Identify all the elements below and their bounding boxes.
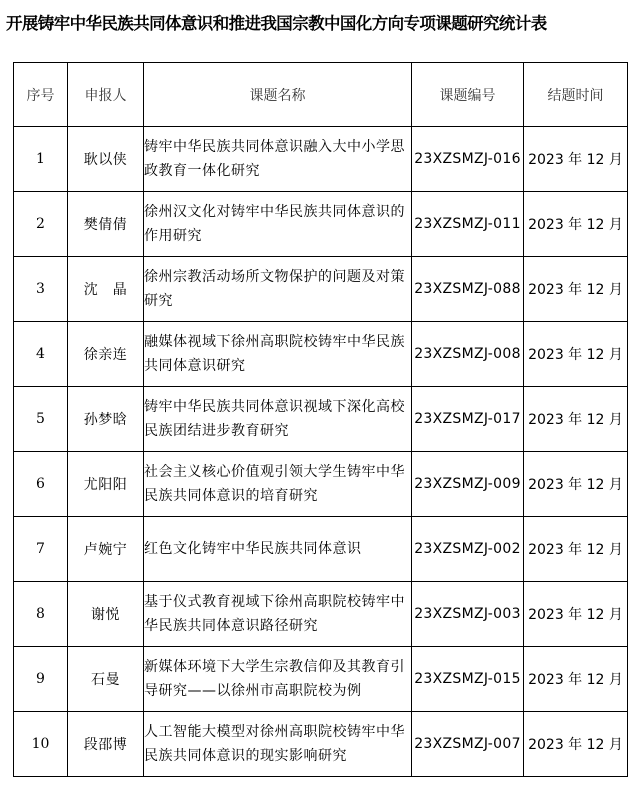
cell-end-date: 2023 年 12 月 bbox=[524, 582, 628, 647]
cell-code: 23XZSMZJ-015 bbox=[412, 647, 524, 712]
cell-end-date: 2023 年 12 月 bbox=[524, 517, 628, 582]
table-row bbox=[14, 192, 628, 257]
cell-applicant: 段邵博 bbox=[68, 712, 144, 777]
cell-topic: 人工智能大模型对徐州高职院校铸牢中华民族共同体意识的现实影响研究 bbox=[144, 712, 412, 777]
header-end-date: 结题时间 bbox=[524, 63, 628, 127]
cell-end-date: 2023 年 12 月 bbox=[524, 712, 628, 777]
table-row bbox=[14, 322, 628, 387]
cell-seq: 6 bbox=[14, 452, 68, 517]
cell-end-date: 2023 年 12 月 bbox=[524, 647, 628, 712]
cell-code: 23XZSMZJ-009 bbox=[412, 452, 524, 517]
cell-seq: 4 bbox=[14, 322, 68, 387]
cell-applicant: 樊倩倩 bbox=[68, 192, 144, 257]
table-row bbox=[14, 582, 628, 647]
cell-end-date: 2023 年 12 月 bbox=[524, 192, 628, 257]
cell-code: 23XZSMZJ-008 bbox=[412, 322, 524, 387]
cell-code: 23XZSMZJ-003 bbox=[412, 582, 524, 647]
cell-seq: 9 bbox=[14, 647, 68, 712]
cell-applicant: 卢婉宁 bbox=[68, 517, 144, 582]
cell-seq: 3 bbox=[14, 257, 68, 322]
cell-topic: 红色文化铸牢中华民族共同体意识 bbox=[144, 517, 412, 582]
table-row bbox=[14, 712, 628, 777]
cell-applicant: 尤阳阳 bbox=[68, 452, 144, 517]
cell-seq: 2 bbox=[14, 192, 68, 257]
table-header-row bbox=[14, 63, 628, 127]
cell-code: 23XZSMZJ-088 bbox=[412, 257, 524, 322]
cell-topic: 新媒体环境下大学生宗教信仰及其教育引导研究——以徐州市高职院校为例 bbox=[144, 647, 412, 712]
cell-end-date: 2023 年 12 月 bbox=[524, 322, 628, 387]
cell-seq: 5 bbox=[14, 387, 68, 452]
cell-applicant: 谢悦 bbox=[68, 582, 144, 647]
cell-applicant: 孙梦晗 bbox=[68, 387, 144, 452]
cell-end-date: 2023 年 12 月 bbox=[524, 452, 628, 517]
table-row bbox=[14, 257, 628, 322]
cell-end-date: 2023 年 12 月 bbox=[524, 387, 628, 452]
cell-applicant: 徐亲连 bbox=[68, 322, 144, 387]
cell-end-date: 2023 年 12 月 bbox=[524, 257, 628, 322]
cell-topic: 铸牢中华民族共同体意识融入大中小学思政教育一体化研究 bbox=[144, 127, 412, 192]
cell-applicant: 耿以侠 bbox=[68, 127, 144, 192]
cell-topic: 徐州宗教活动场所文物保护的问题及对策研究 bbox=[144, 257, 412, 322]
header-code: 课题编号 bbox=[412, 63, 524, 127]
table-row bbox=[14, 452, 628, 517]
cell-code: 23XZSMZJ-017 bbox=[412, 387, 524, 452]
cell-topic: 徐州汉文化对铸牢中华民族共同体意识的作用研究 bbox=[144, 192, 412, 257]
table-row bbox=[14, 387, 628, 452]
cell-seq: 8 bbox=[14, 582, 68, 647]
table-row bbox=[14, 127, 628, 192]
cell-topic: 融媒体视域下徐州高职院校铸牢中华民族共同体意识研究 bbox=[144, 322, 412, 387]
cell-code: 23XZSMZJ-011 bbox=[412, 192, 524, 257]
cell-end-date: 2023 年 12 月 bbox=[524, 127, 628, 192]
header-seq: 序号 bbox=[14, 63, 68, 127]
header-applicant: 申报人 bbox=[68, 63, 144, 127]
document-title: 开展铸牢中华民族共同体意识和推进我国宗教中国化方向专项课题研究统计表 bbox=[6, 14, 547, 33]
table-row bbox=[14, 517, 628, 582]
cell-seq: 7 bbox=[14, 517, 68, 582]
cell-seq: 1 bbox=[14, 127, 68, 192]
header-topic: 课题名称 bbox=[144, 63, 412, 127]
cell-topic: 社会主义核心价值观引领大学生铸牢中华民族共同体意识的培育研究 bbox=[144, 452, 412, 517]
cell-applicant: 沈 晶 bbox=[68, 257, 144, 322]
cell-applicant: 石曼 bbox=[68, 647, 144, 712]
cell-topic: 基于仪式教育视域下徐州高职院校铸牢中华民族共同体意识路径研究 bbox=[144, 582, 412, 647]
cell-code: 23XZSMZJ-002 bbox=[412, 517, 524, 582]
cell-seq: 10 bbox=[14, 712, 68, 777]
cell-code: 23XZSMZJ-007 bbox=[412, 712, 524, 777]
cell-code: 23XZSMZJ-016 bbox=[412, 127, 524, 192]
cell-topic: 铸牢中华民族共同体意识视域下深化高校民族团结进步教育研究 bbox=[144, 387, 412, 452]
table-row bbox=[14, 647, 628, 712]
projects-table bbox=[13, 62, 628, 777]
